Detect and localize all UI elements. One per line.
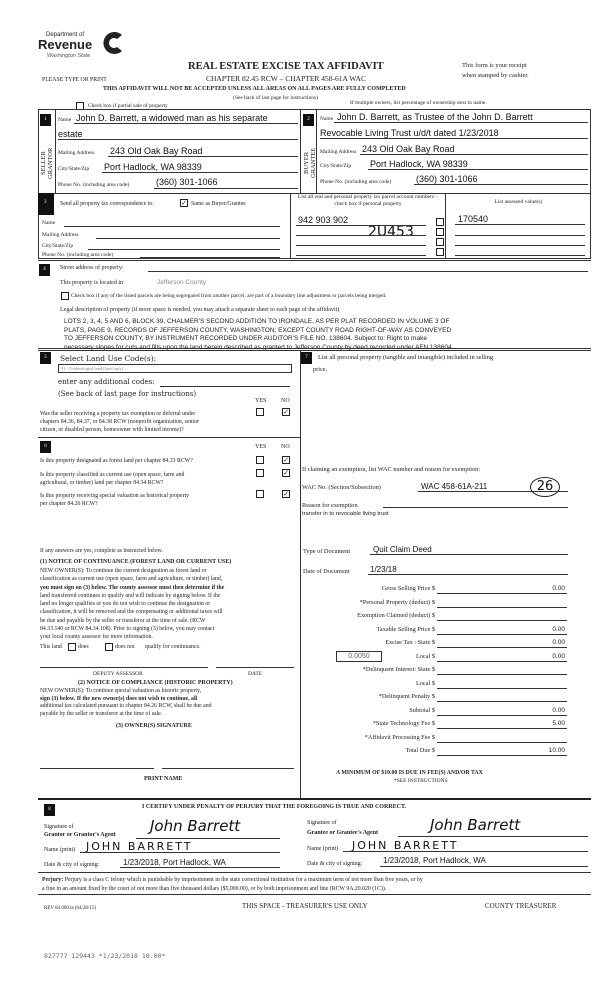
seller-phone-field[interactable]: (360) 301-1066: [156, 177, 218, 187]
see-back-note: (See back of last page for instructions): [233, 95, 318, 101]
perjury-label: Perjury:: [42, 877, 64, 883]
does-not-qualify-checkbox[interactable]: [105, 643, 113, 651]
personal-property-label-2: price.: [313, 366, 328, 373]
fee-value[interactable]: 5.00: [552, 720, 565, 727]
fee-label: *State Technology Fee $: [372, 720, 435, 727]
fee-value[interactable]: 0.00: [552, 706, 565, 714]
see-instructions-note: *SEE INSTRUCTIONS: [394, 778, 448, 784]
certify-statement: I CERTIFY UNDER PENALTY OF PERJURY THAT THE FOREGOING IS TRUE AND CORRECT.: [142, 804, 407, 810]
grantee-print-name[interactable]: JOHN BARRETT: [352, 839, 459, 852]
logo-state: Washington State: [47, 53, 91, 59]
phone-label: Phone No. (including area code): [58, 182, 130, 188]
assessed-header: List assessed value(s): [494, 199, 543, 205]
segregated-label: Check box if any of the listed parcels are being segregated from another parcel, are part of a boundary line adjustment or parcels being merged.: [71, 293, 387, 299]
date-label: DATE: [248, 671, 263, 677]
grantor-signature[interactable]: John Barrett: [150, 817, 241, 835]
legal-description[interactable]: [64, 318, 453, 352]
grantee-date-city[interactable]: 1/23/2018, Port Hadlock, WA: [383, 856, 486, 865]
section-number: 2: [303, 114, 314, 126]
additional-codes-field[interactable]: [160, 386, 290, 387]
section-number: 5: [40, 352, 51, 364]
text-line: land transferred continues to qualify and will indicate by signing below. If the: [40, 592, 221, 599]
historic-question: [40, 492, 189, 508]
buyer-address-field[interactable]: 243 Old Oak Bay Road: [362, 144, 455, 154]
doc-date-label: Date of Document: [303, 568, 350, 575]
sig-of-label: Signature of: [44, 824, 74, 830]
no-header: NO: [281, 398, 290, 404]
notice-compliance-title: (2) NOTICE OF COMPLIANCE (HISTORIC PROPERTY): [78, 680, 233, 686]
notice-compliance-text: [40, 688, 212, 718]
text-line: payable by the seller or transferor at the time of sale.: [40, 710, 163, 717]
owner-signature-title: (3) OWNER(S) SIGNATURE: [116, 723, 192, 729]
does-qualify-checkbox[interactable]: [68, 643, 76, 651]
doc-type-label: Type of Document: [303, 548, 351, 555]
name-label: Name: [320, 116, 334, 122]
section-number: 1: [40, 114, 51, 126]
seller-name-field[interactable]: John D. Barrett, a widowed man as his separate: [76, 113, 268, 123]
name-print-label: Name (print): [307, 846, 339, 852]
name-print-label: Name (print): [44, 847, 76, 853]
city-label: City/State/Zip: [320, 163, 352, 169]
text-line: 84.33.140 or RCW 84.34.108). Prior to signing (3) below, you may contact: [40, 626, 215, 633]
corr-name-label: Name: [42, 220, 56, 226]
legal-line: necessary slopes for cuts and fills upon the land herein described as granted to Jefferson County by deed recorded under AFN 138604.: [64, 343, 454, 351]
section-number: 6: [40, 441, 51, 453]
form-revision: REV 84 0001a (04/28/15): [44, 906, 96, 911]
yes-header: YES: [255, 444, 267, 450]
fee-label: Excise Tax : State $: [385, 639, 435, 646]
logo-mark-icon: [100, 30, 126, 56]
treasurer-space-label: THIS SPACE - TREASURER'S USE ONLY: [242, 902, 368, 910]
grantor-print-name[interactable]: JOHN BARRETT: [86, 840, 193, 853]
section-number: 8: [44, 804, 55, 816]
fee-label: Exemption Claimed (deduct) $: [357, 612, 435, 619]
perjury-note: [42, 877, 423, 883]
yes-header: YES: [255, 398, 267, 404]
does-not-label: does not: [115, 644, 135, 650]
q-line: per chapter 84.26 RCW?: [40, 501, 98, 507]
fee-label: *Delinquent Penalty $: [378, 693, 435, 700]
text-line: your local county assessor for more information.: [40, 634, 153, 641]
text-line: additional tax calculated pursuant to chapter 84.26 RCW, shall be due and: [40, 703, 212, 710]
reason-label: Reason for exemption: [302, 502, 358, 509]
buyer-side-label: BUYER GRANTEE: [303, 147, 317, 179]
q-line: agricultural, or timber) land per chapter 84.34 RCW?: [40, 480, 164, 486]
forest-no-checkbox[interactable]: ✓: [283, 456, 289, 464]
notice-continuance-text: [40, 567, 224, 642]
personal-property-checkbox[interactable]: [436, 218, 444, 226]
personal-property-checkbox[interactable]: [436, 228, 444, 236]
exemption-question: [40, 410, 199, 434]
fee-value[interactable]: 0.00: [552, 625, 565, 633]
owner-signature-line[interactable]: [40, 768, 154, 769]
county-field[interactable]: Jefferson County: [157, 279, 207, 286]
fee-label: Local $: [415, 679, 435, 687]
fee-label: *Affidavit Processing Fee $: [364, 733, 435, 741]
text-line: you must sign on (3) below. The county assessor must then determine if the: [40, 584, 225, 591]
current-use-no-checkbox[interactable]: ✓: [283, 469, 289, 477]
legal-line: LOTS 2, 3, 4, 5 AND 6, BLOCK 39, CHALMER'S SECOND ADDITION TO IRONDALE, AS PER PLAT RECORDED IN VOLUME 3 OF: [64, 318, 450, 325]
text-line: classification, it will be removed and the compensating or additional taxes will: [40, 609, 223, 616]
wac-label: WAC No. (Section/Subsection): [302, 484, 381, 491]
city-label: City/State/Zip: [58, 166, 90, 172]
logo-revenue: Revenue: [38, 37, 93, 52]
text-line: NEW OWNER(S): To continue special valuation as historic property,: [40, 688, 202, 694]
fee-label: *Personal Property (deduct) $: [359, 598, 435, 606]
same-as-buyer-checkbox[interactable]: ✓: [181, 199, 187, 207]
fee-label: Taxable Selling Price $: [376, 625, 435, 633]
see-back-label: (See back of last page for instructions): [58, 390, 197, 398]
assessed-field[interactable]: 170540: [458, 214, 489, 224]
phone-label: Phone No. (including area code): [320, 179, 392, 185]
text-line: NEW OWNER(S): To continue the current designation as forest land or: [40, 568, 207, 574]
date-city-label: Date & city of signing:: [307, 861, 363, 867]
parcel-field[interactable]: 942 903 902: [298, 215, 349, 225]
receipt-note-2: when stamped by cashier.: [462, 72, 529, 79]
perjury-text-2: a fine in an amount fixed by the court of not more than five thousand dollars ($5,000.00), or by both imprisonment and fine (RCW 9A.20.020 (1C)).: [42, 886, 387, 892]
grantee-signature[interactable]: John Barrett: [430, 816, 521, 834]
forest-yes-checkbox[interactable]: [256, 456, 264, 464]
parcel-header: List all real and personal property tax parcel account numbers – check box if personal property: [297, 194, 439, 207]
q-line: Is this property receiving special valuation as historical property: [40, 493, 190, 499]
fee-value[interactable]: 0.00: [552, 585, 565, 592]
historic-yes-checkbox[interactable]: [256, 490, 264, 498]
exemption-no-checkbox[interactable]: ✓: [283, 408, 289, 416]
doc-date-field[interactable]: 1/23/18: [370, 565, 397, 574]
form-title: REAL ESTATE EXCISE TAX AFFIDAVIT: [188, 61, 384, 72]
sig-of-label: Signature of: [307, 820, 337, 826]
fee-value[interactable]: 0.00: [552, 639, 565, 646]
partial-sale-label: Check box if partial sale of property: [88, 103, 168, 109]
additional-codes-label: enter any additional codes:: [58, 378, 155, 386]
wac-field[interactable]: WAC 458-61A-211: [421, 482, 488, 491]
fee-label: *Delinquent Interest: State $: [362, 666, 435, 673]
minimum-note: A MINIMUM OF $10.00 IS DUE IN FEE(S) AND/OR TAX: [336, 770, 483, 776]
fee-value[interactable]: 10.00: [548, 747, 565, 754]
addr-label: Mailing Address: [58, 150, 95, 156]
text-line: classification as current use (open space, farm and agriculture, or timber) land,: [40, 576, 223, 583]
notice-continuance-title: (1) NOTICE OF CONTINUANCE (FOREST LAND OR CURRENT USE): [40, 559, 232, 565]
q-line: chapters 84.36, 84.37, or 84.38 RCW (nonprofit organization, senior: [40, 419, 199, 425]
buyer-name-field[interactable]: John D. Barrett, as Trustee of the John D. Barrett: [337, 112, 533, 122]
does-label: does: [78, 644, 89, 650]
multiple-owners-note: If multiple owners, list percentage of ownership next to name.: [350, 100, 487, 106]
county-treasurer-label: COUNTY TREASURER: [485, 902, 557, 910]
receipt-stamp: 827777 129443 *1/23/2018 10.00*: [44, 952, 166, 960]
buyer-phone-field[interactable]: (360) 301-1066: [416, 174, 478, 184]
type-print-note: PLEASE TYPE OR PRINT: [42, 77, 107, 83]
exemption-yes-checkbox[interactable]: [256, 408, 264, 416]
doc-type-field[interactable]: Quit Claim Deed: [373, 545, 432, 554]
legal-line: PLATS, PAGE 9, RECORDS OF JEFFERSON COUNTY, WASHINGTON; EXCEPT COUNTY ROAD RIGHT-OF-WAY AS CONVEYED: [64, 326, 452, 334]
current-use-yes-checkbox[interactable]: [256, 469, 264, 477]
fee-label: Local $: [415, 652, 435, 660]
receipt-note: This form is your receipt: [462, 62, 527, 69]
street-label: Street address of property:: [60, 265, 124, 271]
grantor-agent-label: Grantor or Grantor's Agent: [44, 832, 116, 838]
fee-label: Subtotal $: [409, 706, 435, 714]
section-number: 7: [301, 352, 312, 364]
same-as-buyer-label: Same as Buyer/Grantee: [191, 201, 246, 207]
q-line: Is this property classified as current use (open space, farm and: [40, 472, 185, 478]
warning: THIS AFFIDAVIT WILL NOT BE ACCEPTED UNLESS ALL AREAS ON ALL PAGES ARE FULLY COMPLETED: [103, 86, 406, 92]
text-line: sign (3) below. If the new owner(s) does not wish to continue, all: [40, 695, 198, 702]
seller-name-field-2[interactable]: estate: [58, 129, 83, 139]
circled-annotation: 26: [530, 477, 560, 497]
forest-question: Is this property designated as forest land per chapter 84.33 RCW?: [40, 458, 193, 464]
buyer-name-field-2[interactable]: Revocable Living Trust u/d/t dated 1/23/2018: [320, 128, 499, 138]
seller-city-field[interactable]: Port Hadlock, WA 98339: [104, 162, 202, 172]
land-use-select[interactable]: 91 - Undeveloped land (land only): [58, 364, 292, 373]
personal-property-label: List all personal property (tangible and intangible) included in selling: [318, 354, 494, 361]
print-name-label: PRINT NAME: [144, 776, 183, 782]
qualify-label: qualify for continuance.: [145, 644, 201, 650]
name-label: Name: [58, 117, 72, 123]
grantee-agent-label: Grantee or Grantee's Agent: [307, 830, 379, 836]
no-header: NO: [281, 444, 290, 450]
personal-property-checkbox[interactable]: [436, 238, 444, 246]
grantor-date-city[interactable]: 1/23/2018, Port Hadlock, WA: [123, 858, 226, 867]
text-line: be due and payable by the seller or transferor at the time of sale. (RCW: [40, 617, 206, 624]
historic-no-checkbox[interactable]: ✓: [283, 490, 289, 498]
corr-addr-label: Mailing Address: [42, 232, 79, 238]
form-chapter: CHAPTER 82.45 RCW – CHAPTER 458-61A WAC: [206, 74, 366, 83]
corr-phone-label: Phone No. (including area code): [42, 252, 114, 258]
section-number: 4: [39, 264, 50, 276]
personal-property-checkbox[interactable]: [436, 248, 444, 256]
addr-label: Mailing Address: [320, 149, 357, 155]
section-number: 3: [44, 200, 47, 205]
fee-value[interactable]: 0.00: [552, 652, 565, 660]
legal-line: TO JEFFERSON COUNTY, BY INSTRUMENT RECORDED UNDER AUDITOR'S FILE NO. 138604. Subject to: Right to make: [64, 335, 427, 342]
q-line: Was the seller receiving a property tax exemption or deferral under: [40, 411, 196, 417]
correspondence-label: Send all property tax correspondence to:: [60, 201, 154, 207]
located-label: This property is located in: [60, 280, 123, 286]
q-line: citizen, or disabled person, homeowner with limited income)?: [40, 427, 184, 433]
land-use-label: Select Land Use Code(s):: [60, 354, 157, 363]
this-land-label: This land: [40, 644, 62, 650]
if-yes-note: If any answers are yes, complete as instructed below.: [40, 548, 163, 554]
legal-label: Legal description of property (if more space is needed, you may attach a separate sheet to each page of the affidavit): [60, 307, 340, 313]
current-use-question: [40, 471, 184, 487]
perjury-text: Perjury is a class C felony which is punishable by imprisonment in the state correctional institution for a maximum term of not more than five years, or by: [64, 877, 423, 883]
text-line: land no longer qualifies or you do not wish to continue the designation or: [40, 601, 211, 608]
seller-address-field[interactable]: 243 Old Oak Bay Road: [110, 146, 203, 156]
exemption-label: If claiming an exemption, list WAC number and reason for exemption:: [302, 466, 481, 473]
deputy-assessor-label: DEPUTY ASSESSOR: [93, 671, 143, 677]
segregated-checkbox[interactable]: [61, 292, 69, 300]
local-rate-field[interactable]: 0.0050: [336, 651, 382, 662]
reason-field[interactable]: transfer in to revocable living trust: [302, 511, 389, 517]
buyer-city-field[interactable]: Port Hadlock, WA 98339: [370, 159, 468, 169]
handwritten-annotation: 2U453: [368, 224, 414, 240]
corr-city-label: City/State/Zip: [42, 243, 74, 249]
date-city-label: Date & city of signing:: [44, 862, 100, 868]
fee-label: Gross Selling Price $: [381, 585, 435, 592]
seller-side-label: SELLER GRANTOR: [40, 147, 54, 179]
logo-dept: Department of: [46, 32, 85, 38]
fee-label: Total Due $: [405, 747, 435, 754]
